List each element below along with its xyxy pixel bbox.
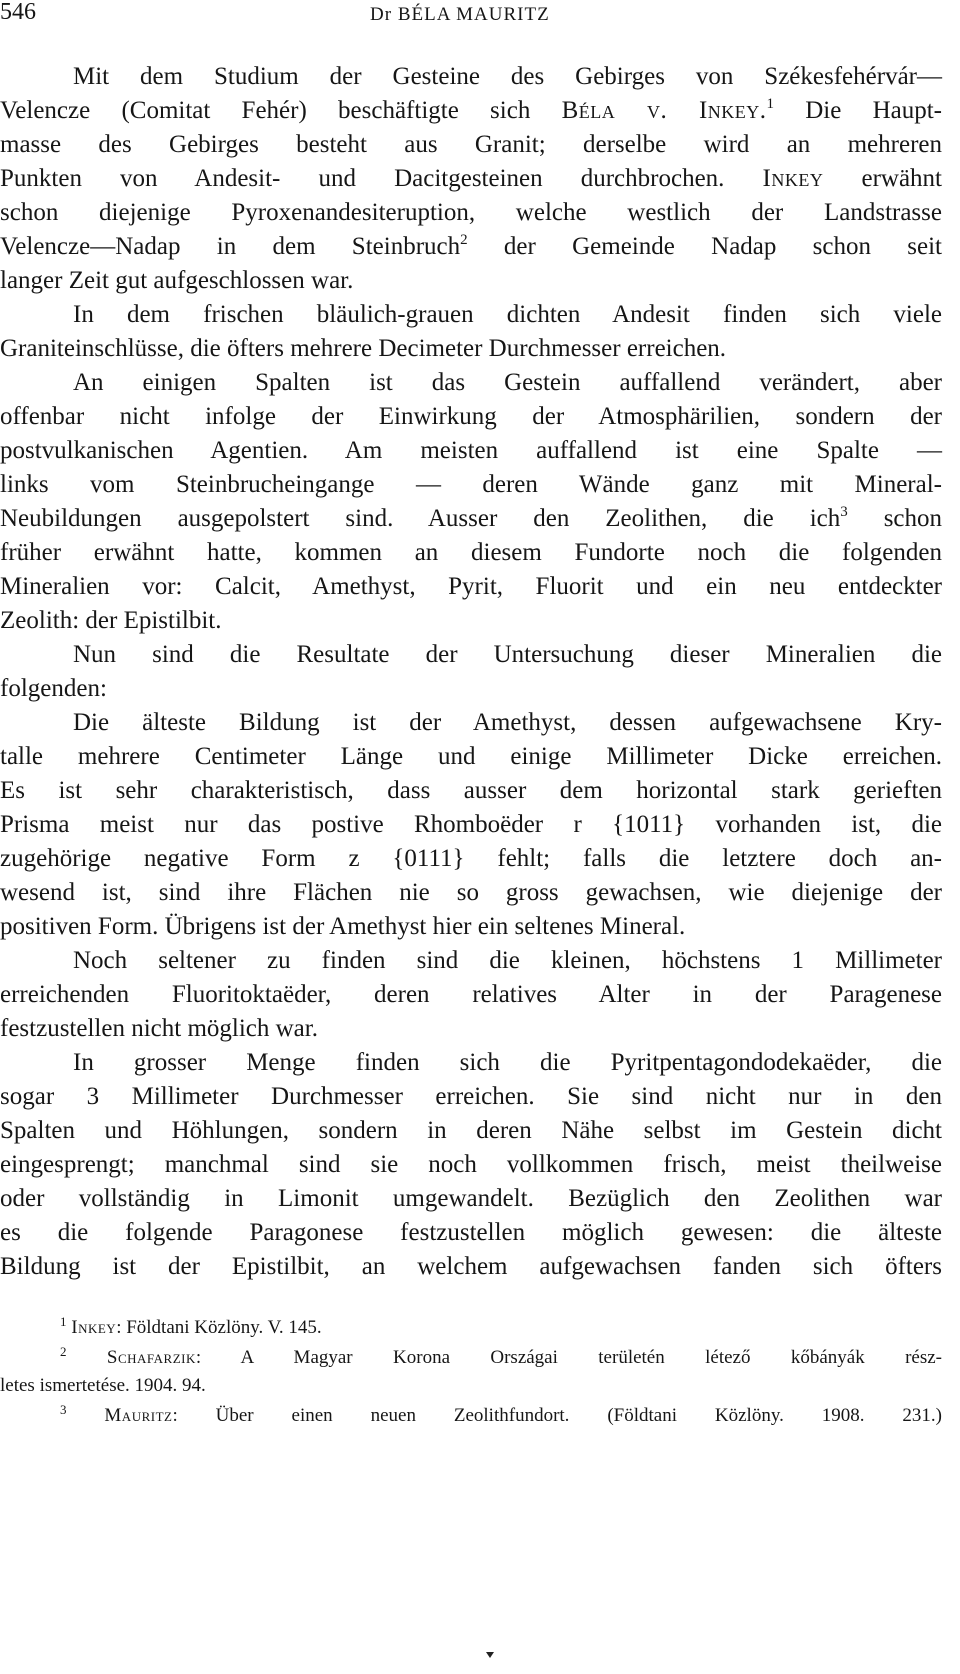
text-line: festzustellen nicht möglich war. <box>0 1015 318 1042</box>
text-line <box>0 164 942 194</box>
page-header <box>0 0 960 32</box>
footnote-author: Inkey <box>71 1317 117 1338</box>
text-line: links vom Steinbrucheingange — deren Wände ganz mit Mineral- <box>0 471 942 498</box>
text-line: Die älteste Bildung ist der Amethyst, dessen aufgewachsene Kry- <box>73 709 942 736</box>
text-span: Velencze—Nadap in dem Steinbruch <box>0 233 461 260</box>
text-line: Es ist sehr charakteristisch, dass ausser dem horizontal stark gerieften <box>0 777 942 804</box>
text-span: Punkten von Andesit- und Dacitgesteinen durchbrochen. <box>0 165 725 192</box>
text-line: erreichenden Fluoritoktaëder, deren relatives Alter in der Paragenese <box>0 981 942 1008</box>
page-number: 546 <box>0 0 36 25</box>
footnote-ref: 3 <box>840 504 848 520</box>
footnote-2 <box>60 1346 942 1370</box>
text-line: Mineralien vor: Calcit, Amethyst, Pyrit, Fluorit und ein neu entdeckter <box>0 573 942 600</box>
text-line: masse des Gebirges besteht aus Granit; derselbe wird an mehreren <box>0 131 942 158</box>
author-prefix: Dr <box>370 4 393 25</box>
text-span: der Gemeinde Nadap schon seit <box>503 233 943 260</box>
text-line: es die folgende Paragonese festzustellen möglich gewesen: die älteste <box>0 1219 942 1246</box>
footnote-text: : A Magyar Korona Országai területén létező kőbányák rész- <box>195 1347 943 1368</box>
text-line: talle mehrere Centimeter Länge und einige Millimeter Dicke erreichen. <box>0 743 942 770</box>
footnote-text: : Über einen neuen Zeolithfundort. (Földtani Közlöny. 1908. 231.) <box>172 1405 942 1426</box>
page-mark <box>486 1652 494 1658</box>
footnote-author: Mauritz <box>104 1405 173 1426</box>
text-line <box>0 96 942 126</box>
running-head <box>370 5 550 25</box>
footnote-mark: 3 <box>60 1402 67 1417</box>
text-line: folgenden: <box>0 675 107 702</box>
text-line: sogar 3 Millimeter Durchmesser erreichen. Sie sind nicht nur in den <box>0 1083 942 1110</box>
text-line: oder vollständig in Limonit umgewandelt. Bezüglich den Zeolithen war <box>0 1185 942 1212</box>
text-span: erwähnt <box>861 165 943 192</box>
footnote-mark: 1 <box>60 1314 67 1329</box>
text-line: wesend ist, sind ihre Flächen nie so gross gewachsen, wie diejenige der <box>0 879 942 906</box>
text-line <box>0 504 942 534</box>
footnote-ref: 1 <box>766 96 775 112</box>
text-line: positiven Form. Übrigens ist der Amethyst hier ein seltenes Mineral. <box>0 913 686 940</box>
footnote-2-continued: letes ismertetése. 1904. 94. <box>0 1375 206 1396</box>
footnote-3 <box>60 1404 942 1428</box>
text-line: früher erwähnt hatte, kommen an diesem Fundorte noch die folgenden <box>0 539 942 566</box>
text-span: Velencze (Comitat Fehér) beschäftigte sich <box>0 97 531 124</box>
text-line: Bildung ist der Epistilbit, an welchem aufgewachsen fanden sich öfters <box>0 1253 942 1280</box>
footnote-author: Schafarzik <box>106 1347 196 1368</box>
text-line: offenbar nicht infolge der Einwirkung der Atmosphärilien, sondern der <box>0 403 942 430</box>
text-span: Die Haupt- <box>805 97 943 124</box>
text-line: eingesprengt; manchmal sind sie noch vollkommen frisch, meist theilweise <box>0 1151 942 1178</box>
footnote-text: : Földtani Közlöny. V. 145. <box>116 1317 322 1338</box>
text-line: Prisma meist nur das postive Rhomboëder r {1011} vorhanden ist, die <box>0 811 942 838</box>
text-line: zugehörige negative Form z {0111} fehlt; falls die letztere doch an- <box>0 845 942 872</box>
text-line: Mit dem Studium der Gesteine des Gebirges von Székesfehérvár— <box>73 63 942 90</box>
text-span: schon <box>883 505 943 532</box>
text-line: In grosser Menge finden sich die Pyritpentagondodekaëder, die <box>73 1049 942 1076</box>
text-span: Neubildungen ausgepolstert sind. Ausser den Zeolithen, die ich <box>0 505 841 532</box>
author-name: BÉLA MAURITZ <box>397 4 550 25</box>
text-line: Noch seltener zu finden sind die kleinen, höchstens 1 Millimeter <box>73 947 942 974</box>
text-line: postvulkanischen Agentien. Am meisten auffallend ist eine Spalte — <box>0 437 942 464</box>
text-line: In dem frischen bläulich-grauen dichten Andesit finden sich viele <box>73 301 942 328</box>
text-line: schon diejenige Pyroxenandesiteruption, welche westlich der Landstrasse <box>0 199 942 226</box>
text-line <box>0 232 942 262</box>
footnote-mark: 2 <box>60 1344 67 1359</box>
text-line: Zeolith: der Epistilbit. <box>0 607 222 634</box>
author-ref: Inkey <box>762 165 824 192</box>
text-line: Spalten und Höhlungen, sondern in deren Nähe selbst im Gestein dicht <box>0 1117 942 1144</box>
text-line: An einigen Spalten ist das Gestein auffallend verändert, aber <box>73 369 942 396</box>
text-line: langer Zeit gut aufgeschlossen war. <box>0 267 354 294</box>
footnote-1 <box>60 1316 942 1340</box>
footnote-ref: 2 <box>460 232 468 248</box>
text-line: Graniteinschlüsse, die öfters mehrere Decimeter Durchmesser erreichen. <box>0 335 727 362</box>
text-line: Nun sind die Resultate der Untersuchung dieser Mineralien die <box>73 641 942 668</box>
author-ref: Béla v. Inkey. <box>561 97 767 124</box>
